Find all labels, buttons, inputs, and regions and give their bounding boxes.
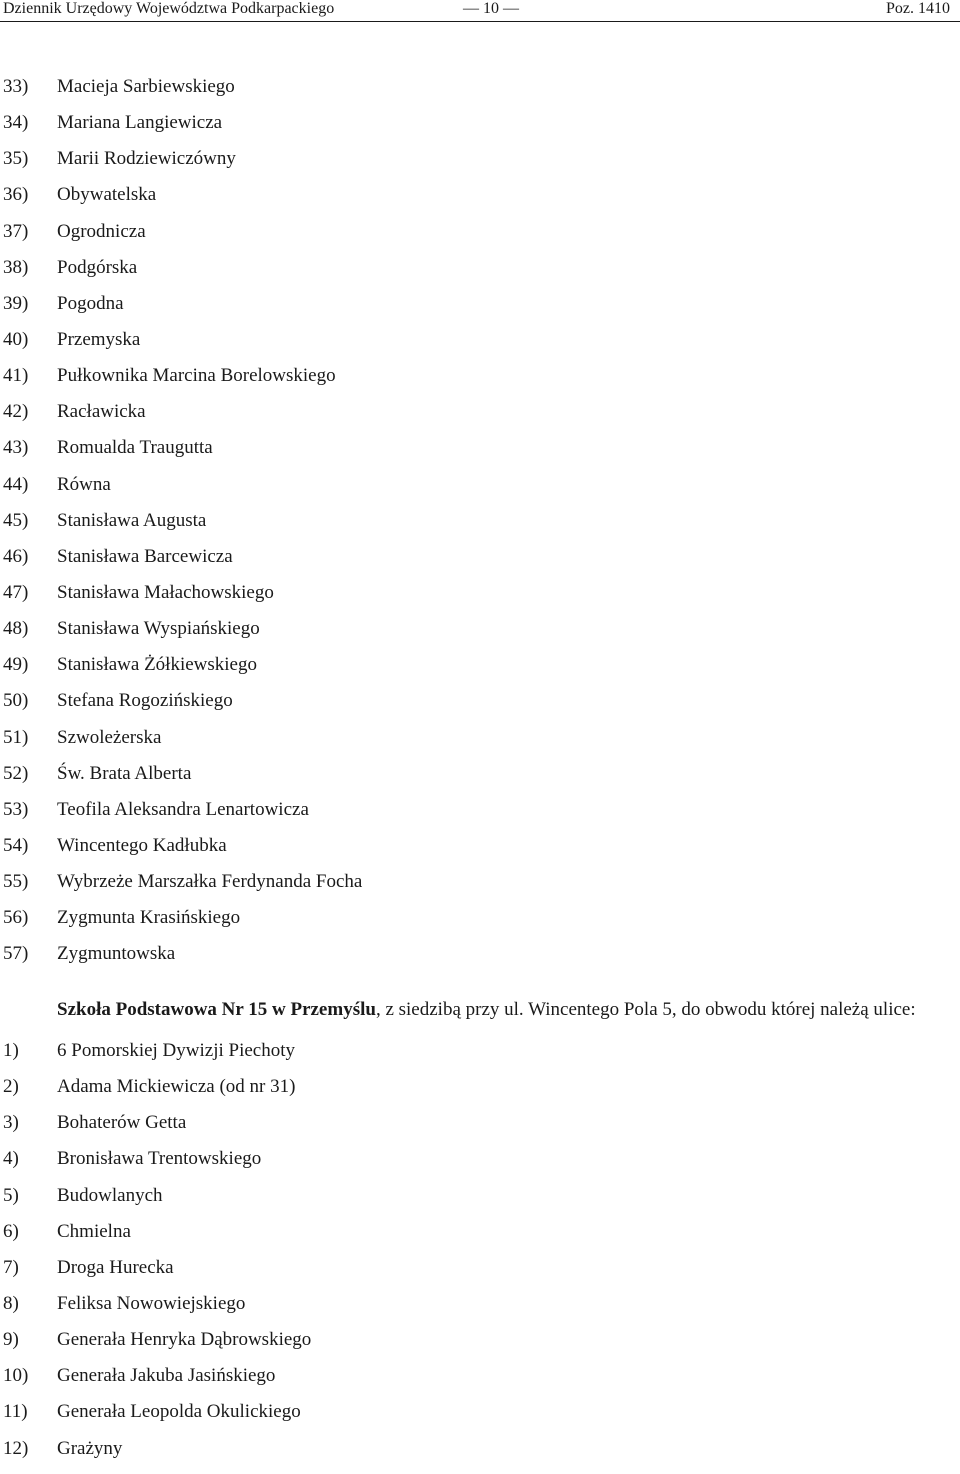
list-item-street: Stanisława Małachowskiego <box>57 581 274 603</box>
list-item-number: 36) <box>3 184 29 206</box>
list-item-number: 47) <box>3 581 29 603</box>
school-paragraph <box>3 999 957 1021</box>
list-item-street: Stanisława Barcewicza <box>57 545 233 567</box>
list-item-street: Równa <box>57 473 111 495</box>
list-item-number: 3) <box>3 1112 19 1134</box>
list-item-number: 55) <box>3 871 29 893</box>
list-item-number: 45) <box>3 509 29 531</box>
page-header <box>0 0 960 22</box>
list-item-number: 41) <box>3 365 29 387</box>
list-item-street: Obywatelska <box>57 184 157 206</box>
list-item-number: 53) <box>3 798 29 820</box>
list-item-number: 2) <box>3 1076 19 1098</box>
list-item-street: Stefana Rogozińskiego <box>57 690 233 712</box>
list-item-number: 54) <box>3 834 29 856</box>
school-name: Szkoła Podstawowa Nr 15 w Przemyślu <box>57 999 376 1020</box>
list-item-street: Wincentego Kadłubka <box>57 834 227 856</box>
list-item-number: 56) <box>3 907 29 929</box>
list-item-number: 49) <box>3 654 29 676</box>
list-item-street: Stanisława Żółkiewskiego <box>57 654 257 676</box>
list-item-street: Podgórska <box>57 256 138 278</box>
list-item-street: Bohaterów Getta <box>57 1112 187 1134</box>
list-item-street: Generała Leopolda Okulickiego <box>57 1401 301 1423</box>
list-item-number: 43) <box>3 437 29 459</box>
list-item-number: 37) <box>3 220 29 242</box>
list-item-number: 1) <box>3 1040 19 1061</box>
list-item-street: Św. Brata Alberta <box>57 762 192 784</box>
list-item-street: Macieja Sarbiewskiego <box>57 76 235 97</box>
list-item-number: 7) <box>3 1256 19 1278</box>
list-item-street: Droga Hurecka <box>57 1256 174 1278</box>
list-item-street: Feliksa Nowowiejskiego <box>57 1292 246 1314</box>
list-item-number: 52) <box>3 762 29 784</box>
list-item-street: Generała Henryka Dąbrowskiego <box>57 1329 312 1351</box>
list-item-street: Mariana Langiewicza <box>57 112 223 134</box>
list-item-street: Stanisława Augusta <box>57 509 207 531</box>
journal-title: Dziennik Urzędowy Województwa Podkarpackiego <box>3 0 335 17</box>
list-item-number: 35) <box>3 148 29 170</box>
list-item-street: 6 Pomorskiej Dywizji Piechoty <box>57 1040 296 1061</box>
position-number: Poz. 1410 <box>886 0 950 17</box>
list-item-street: Chmielna <box>57 1220 131 1242</box>
list-item-number: 40) <box>3 328 29 350</box>
list-item-street: Szwoleżerska <box>57 726 162 748</box>
list-item-street: Grażyny <box>57 1437 123 1459</box>
list-item-street: Pułkownika Marcina Borelowskiego <box>57 365 336 387</box>
list-item-street: Generała Jakuba Jasińskiego <box>57 1365 276 1387</box>
list-item-number: 48) <box>3 618 29 640</box>
school-description: , z siedzibą przy ul. Wincentego Pola 5, do obwodu której należą ulice: <box>375 999 916 1020</box>
list-item-street: Zygmunta Krasińskiego <box>57 907 241 929</box>
list-item-street: Teofila Aleksandra Lenartowicza <box>57 798 309 820</box>
list-item-street: Stanisława Wyspiańskiego <box>57 618 260 640</box>
header-rule <box>0 21 960 22</box>
list-item-street: Budowlanych <box>57 1184 163 1206</box>
list-item-number: 50) <box>3 690 29 712</box>
list-item-number: 6) <box>3 1220 19 1242</box>
list-item-number: 4) <box>3 1148 19 1170</box>
list-item-number: 51) <box>3 726 29 748</box>
list-item-street: Przemyska <box>57 328 141 350</box>
list-item-street: Romualda Traugutta <box>57 437 213 459</box>
list-item-street: Adama Mickiewicza (od nr 31) <box>57 1076 296 1098</box>
page-number: — 10 — <box>463 0 519 17</box>
list-item-street: Wybrzeże Marszałka Ferdynanda Focha <box>57 871 363 893</box>
list-item-number: 8) <box>3 1292 19 1314</box>
list-item-number: 12) <box>3 1437 29 1459</box>
list-item-number: 5) <box>3 1184 19 1206</box>
list-item-street: Ogrodnicza <box>57 220 146 242</box>
list-item-street: Zygmuntowska <box>57 943 176 965</box>
list-item-number: 11) <box>3 1401 28 1423</box>
list-item-number: 38) <box>3 256 29 278</box>
list-item-street: Racławicka <box>57 401 146 423</box>
list-item-number: 33) <box>3 76 29 97</box>
list-item-number: 46) <box>3 545 29 567</box>
list-item-street: Bronisława Trentowskiego <box>57 1148 262 1170</box>
list-item-number: 34) <box>3 112 29 134</box>
list-item-number: 42) <box>3 401 29 423</box>
list-item-street: Marii Rodziewiczówny <box>57 148 236 170</box>
list-item-number: 44) <box>3 473 29 495</box>
list-item-number: 57) <box>3 943 29 965</box>
list-item-number: 39) <box>3 292 29 314</box>
list-item-number: 9) <box>3 1329 19 1351</box>
list-item-street: Pogodna <box>57 292 124 314</box>
list-item-number: 10) <box>3 1365 29 1387</box>
